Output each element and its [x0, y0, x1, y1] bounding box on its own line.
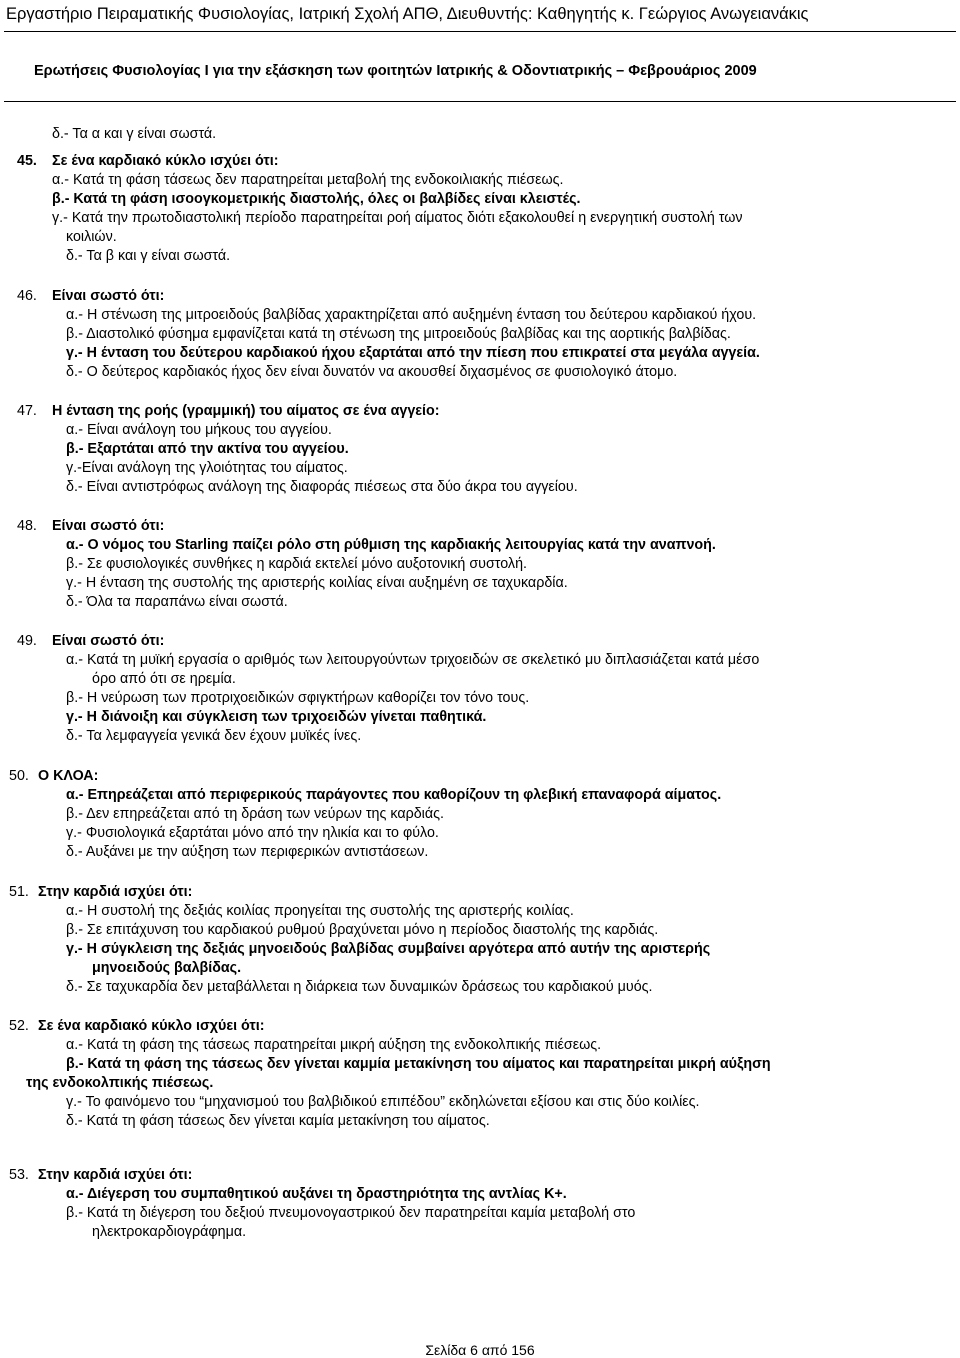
header-rule: [4, 31, 956, 32]
answer-option: β.- Κατά τη διέγερση του δεξιού πνευμονογαστρικού δεν παρατηρείται καμία μεταβολή στο: [66, 1205, 636, 1221]
answer-option: α.- Η συστολή της δεξιάς κοιλίας προηγείται της συστολής της αριστερής κοιλίας.: [66, 903, 574, 919]
answer-option: β.- Διαστολικό φύσημα εμφανίζεται κατά τη στένωση της μιτροειδούς βαλβίδας και της αορτικής βαλβίδας.: [66, 326, 731, 342]
question-stem: Στην καρδιά ισχύει ότι:: [38, 884, 193, 900]
answer-option: δ.- Ο δεύτερος καρδιακός ήχος δεν είναι δυνατόν να ακουσθεί διχασμένος σε φυσιολογικό άτομο.: [66, 364, 678, 380]
answer-option: δ.- Αυξάνει με την αύξηση των περιφερικών αντιστάσεων.: [66, 844, 429, 860]
question-stem: Είναι σωστό ότι:: [52, 518, 165, 534]
answer-option: α.- Κατά τη μυϊκή εργασία ο αριθμός των λειτουργούντων τριχοειδών σε σκελετικό μυ διπλασιάζεται κατά μέσο: [66, 652, 760, 668]
answer-option: ηλεκτροκαρδιογράφημα.: [92, 1224, 247, 1240]
question-stem: Σε ένα καρδιακό κύκλο ισχύει ότι:: [52, 153, 279, 169]
question-stem: Σε ένα καρδιακό κύκλο ισχύει ότι:: [38, 1018, 265, 1034]
answer-option: γ.- Η ένταση της συστολής της αριστερής κοιλίας είναι αυξημένη σε ταχυκαρδία.: [66, 575, 568, 591]
answer-option: α.- Κατά τη φάση της τάσεως παρατηρείται μικρή αύξηση της ενδοκολπικής πιέσεως.: [66, 1037, 602, 1053]
answer-option: κοιλιών.: [66, 229, 117, 245]
question-number: 49.: [17, 633, 37, 649]
question-number: 47.: [17, 403, 37, 419]
answer-option: β.- Σε φυσιολογικές συνθήκες η καρδιά εκτελεί μόνο αυξοτονική συστολή.: [66, 556, 527, 572]
answer-option: μηνοειδούς βαλβίδας.: [92, 960, 242, 976]
question-number: 52.: [9, 1018, 29, 1034]
question-stem: Είναι σωστό ότι:: [52, 633, 165, 649]
answer-option: α.- Επηρεάζεται από περιφερικούς παράγοντες που καθορίζουν τη φλεβική επαναφορά αίματος.: [66, 787, 722, 803]
question-number: 48.: [17, 518, 37, 534]
answer-option: α.- Διέγερση του συμπαθητικού αυξάνει τη δραστηριότητα της αντλίας Κ+.: [66, 1186, 567, 1202]
question-stem: Η ένταση της ροής (γραμμική) του αίματος σε ένα αγγείο:: [52, 403, 440, 419]
answer-option: α.- Η στένωση της μιτροειδούς βαλβίδας χαρακτηρίζεται από αυξημένη ένταση του δεύτερου καρδιακού ήχου.: [66, 307, 757, 323]
subtitle-rule: [4, 101, 956, 102]
answer-option: δ.- Τα λεμφαγγεία γενικά δεν έχουν μυϊκές ίνες.: [66, 728, 362, 744]
answer-option: γ.- Κατά την πρωτοδιαστολική περίοδο παρατηρείται ροή αίματος διότι εξακολουθεί η ενεργητική συστολή των: [52, 210, 743, 226]
answer-option: β.- Κατά τη φάση ισοογκομετρικής διαστολής, όλες οι βαλβίδες είναι κλειστές.: [52, 191, 581, 207]
answer-option: β.- Εξαρτάται από την ακτίνα του αγγείου.: [66, 441, 349, 457]
answer-option: δ.- Τα β και γ είναι σωστά.: [66, 248, 231, 264]
answer-option: β.- Η νεύρωση των προτριχοειδικών σφιγκτήρων καθορίζει τον τόνο τους.: [66, 690, 530, 706]
answer-option: β.- Σε επιτάχυνση του καρδιακού ρυθμού βραχύνεται μόνο η περίοδος διαστολής της καρδιάς.: [66, 922, 659, 938]
answer-option: της ενδοκολπικής πιέσεως.: [26, 1075, 214, 1091]
answer-option: α.- Ο νόμος του Starling παίζει ρόλο στη ρύθμιση της καρδιακής λειτουργίας κατά την αναπνοή.: [66, 537, 716, 553]
running-header: Εργαστήριο Πειραματικής Φυσιολογίας, Ιατρική Σχολή ΑΠΘ, Διευθυντής: Καθηγητής κ. Γεώργιος Ανωγειανάκις: [6, 5, 809, 23]
carryover-answer: δ.- Τα α και γ είναι σωστά.: [52, 126, 217, 142]
answer-option: δ.- Κατά τη φάση τάσεως δεν γίνεται καμία μετακίνηση του αίματος.: [66, 1113, 490, 1129]
answer-option: γ.- Η ένταση του δεύτερου καρδιακού ήχου εξαρτάται από την πίεση που επικρατεί στα μεγάλα αγγεία.: [66, 345, 760, 361]
answer-option: δ.- Είναι αντιστρόφως ανάλογη της διαφοράς πιέσεως στα δύο άκρα του αγγείου.: [66, 479, 578, 495]
question-stem: Είναι σωστό ότι:: [52, 288, 165, 304]
question-number: 50.: [9, 768, 29, 784]
answer-option: γ.- Η διάνοιξη και σύγκλειση των τριχοειδών γίνεται παθητικά.: [66, 709, 487, 725]
question-number: 46.: [17, 288, 37, 304]
page-number: Σελίδα 6 από 156: [425, 1342, 535, 1358]
question-number: 45.: [17, 153, 37, 169]
answer-option: γ.- Φυσιολογικά εξαρτάται μόνο από την ηλικία και το φύλο.: [66, 825, 439, 841]
question-stem: Στην καρδιά ισχύει ότι:: [38, 1167, 193, 1183]
answer-option: γ.-Είναι ανάλογη της γλοιότητας του αίματος.: [66, 460, 348, 476]
answer-option: β.- Κατά τη φάση της τάσεως δεν γίνεται καμμία μετακίνηση του αίματος και παρατηρείται μικρή αύξηση: [66, 1056, 771, 1072]
answer-option: β.- Δεν επηρεάζεται από τη δράση των νεύρων της καρδιάς.: [66, 806, 444, 822]
answer-option: όρο από ότι σε ηρεμία.: [92, 671, 236, 687]
answer-option: γ.- Το φαινόμενο του “μηχανισμού του βαλβιδικού επιπέδου” εκδηλώνεται εξίσου και στις δύο κοιλίες.: [66, 1094, 700, 1110]
question-number: 51.: [9, 884, 29, 900]
answer-option: α.- Είναι ανάλογη του μήκους του αγγείου.: [66, 422, 332, 438]
answer-option: γ.- Η σύγκλειση της δεξιάς μηνοειδούς βαλβίδας συμβαίνει αργότερα από αυτήν της αριστερής: [66, 941, 711, 957]
answer-option: α.- Κατά τη φάση τάσεως δεν παρατηρείται μεταβολή της ενδοκοιλιακής πιέσεως.: [52, 172, 564, 188]
answer-option: δ.- Σε ταχυκαρδία δεν μεταβάλλεται η διάρκεια των δυναμικών δράσεως του καρδιακού μυός.: [66, 979, 653, 995]
question-number: 53.: [9, 1167, 29, 1183]
question-stem: Ο ΚΛΟΑ:: [38, 768, 99, 784]
answer-option: δ.- Όλα τα παραπάνω είναι σωστά.: [66, 594, 288, 610]
document-subtitle: Ερωτήσεις Φυσιολογίας Ι για την εξάσκηση των φοιτητών Ιατρικής & Οδοντιατρικής – Φεβρουάριος 2009: [34, 63, 757, 79]
